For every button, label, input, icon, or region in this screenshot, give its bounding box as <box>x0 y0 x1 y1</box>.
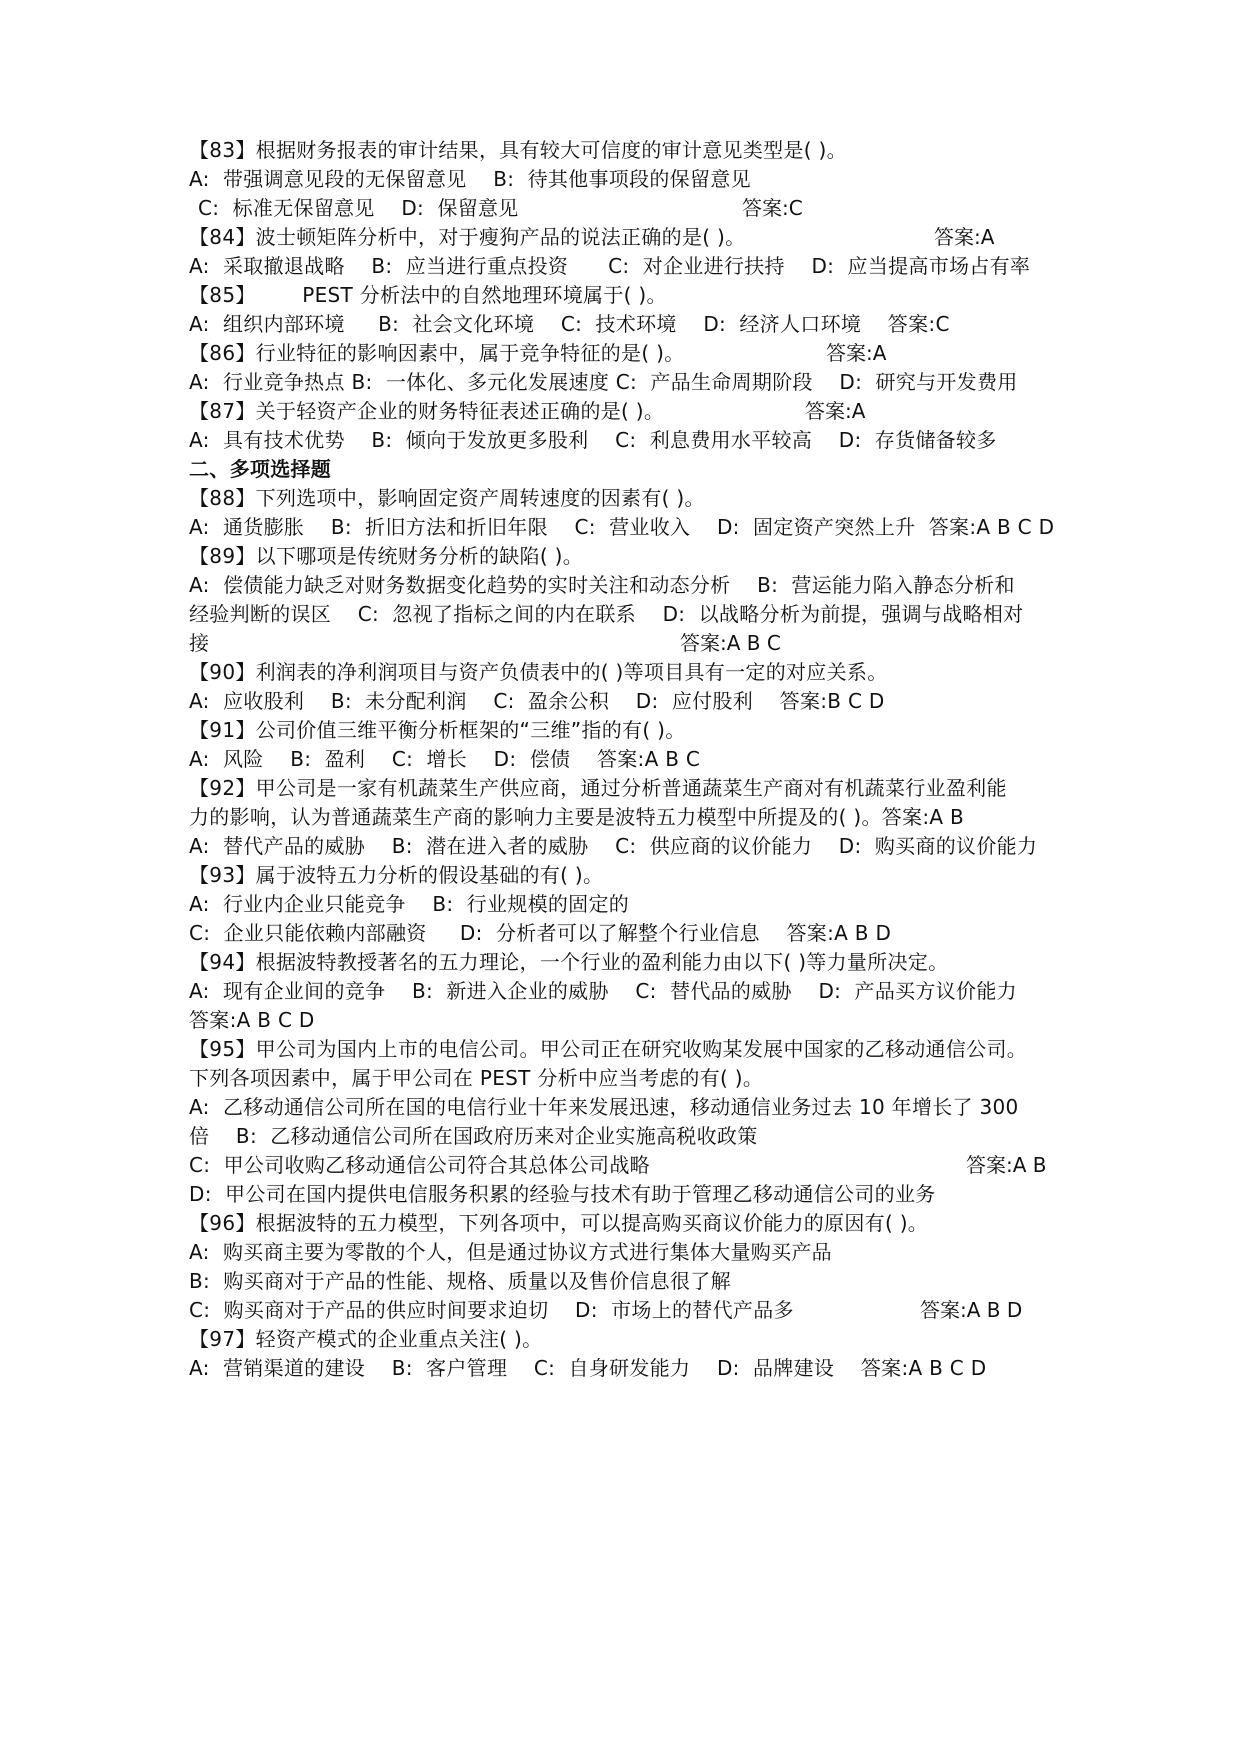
q88-options: A: 通货膨胀 B: 折旧方法和折旧年限 C: 营业收入 D: 固定资产突然上升 答案:A B C D <box>189 515 1055 539</box>
q86-options: A: 行业竞争热点 B: 一体化、多元化发展速度 C: 产品生命周期阶段 D: 研究与开发费用 <box>189 370 1018 394</box>
q84-options: A: 采取撤退战略 B: 应当进行重点投资 C: 对企业进行扶持 D: 应当提高市场占有率 <box>189 254 1031 278</box>
q96-answer: 答案:A B D <box>920 1298 1023 1322</box>
q92-options: A: 替代产品的威胁 B: 潜在进入者的威胁 C: 供应商的议价能力 D: 购买商的议价能力 <box>189 834 1038 858</box>
q96-stem: 【96】根据波特的五力模型，下列各项中，可以提高购买商议价能力的原因有( )。 <box>189 1211 929 1235</box>
q89-stem: 【89】以下哪项是传统财务分析的缺陷( )。 <box>189 544 584 568</box>
q95-option-d: D: 甲公司在国内提供电信服务积累的经验与技术有助于管理乙移动通信公司的业务 <box>189 1182 936 1206</box>
q92-stem-line1: 【92】甲公司是一家有机蔬菜生产供应商，通过分析普通蔬菜生产商对有机蔬菜行业盈利能 <box>189 776 1007 800</box>
q93-options-ab: A: 行业内企业只能竞争 B: 行业规模的固定的 <box>189 892 630 916</box>
q85-stem: 【85】 PEST 分析法中的自然地理环境属于( )。 <box>189 283 667 307</box>
q95-stem-line1: 【95】甲公司为国内上市的电信公司。甲公司正在研究收购某发展中国家的乙移动通信公司。 <box>189 1037 1028 1061</box>
q83-options-ab: A: 带强调意见段的无保留意见 B: 待其他事项段的保留意见 <box>189 167 751 191</box>
q96-option-a: A: 购买商主要为零散的个人，但是通过协议方式进行集体大量购买产品 <box>189 1240 832 1264</box>
q95-option-a-line2: 倍 B: 乙移动通信公司所在国政府历来对企业实施高税收政策 <box>189 1124 758 1148</box>
q95-option-a-line1: A: 乙移动通信公司所在国的电信行业十年来发展迅速，移动通信业务过去 10 年增长了 300 <box>189 1095 1019 1119</box>
q86-stem: 【86】行业特征的影响因素中，属于竞争特征的是( )。 <box>189 341 685 365</box>
q89-answer: 答案:A B C <box>680 631 781 655</box>
q85-options: A: 组织内部环境 B: 社会文化环境 C: 技术环境 D: 经济人口环境 答案:C <box>189 312 950 336</box>
q87-stem: 【87】关于轻资产企业的财务特征表述正确的是( )。 <box>189 399 665 423</box>
q91-stem: 【91】公司价值三维平衡分析框架的“三维”指的有( )。 <box>189 718 686 742</box>
q94-answer: 答案:A B C D <box>189 1008 315 1032</box>
q95-option-c: C: 甲公司收购乙移动通信公司符合其总体公司战略 <box>189 1153 650 1177</box>
q90-options: A: 应收股利 B: 未分配利润 C: 盈余公积 D: 应付股利 答案:B C D <box>189 689 885 713</box>
q84-stem: 【84】波士顿矩阵分析中，对于瘦狗产品的说法正确的是( )。 <box>189 225 746 249</box>
q89-options-line2: 经验判断的误区 C: 忽视了指标之间的内在联系 D: 以战略分析为前提，强调与战略相对 <box>189 602 1024 626</box>
q94-options: A: 现有企业间的竞争 B: 新进入企业的威胁 C: 替代品的威胁 D: 产品买方议价能力 <box>189 979 1017 1003</box>
q86-answer: 答案:A <box>826 341 887 365</box>
q97-stem: 【97】轻资产模式的企业重点关注( )。 <box>189 1327 543 1351</box>
q96-option-b: B: 购买商对于产品的性能、规格、质量以及售价信息很了解 <box>189 1269 731 1293</box>
q87-options: A: 具有技术优势 B: 倾向于发放更多股利 C: 利息费用水平较高 D: 存货储备较多 <box>189 428 997 452</box>
q95-stem-line2: 下列各项因素中，属于甲公司在 PEST 分析中应当考虑的有( )。 <box>189 1066 764 1090</box>
q96-options-cd: C: 购买商对于产品的供应时间要求迫切 D: 市场上的替代产品多 <box>189 1298 794 1322</box>
q88-stem: 【88】下列选项中，影响固定资产周转速度的因素有( )。 <box>189 486 705 510</box>
q83-stem: 【83】根据财务报表的审计结果，具有较大可信度的审计意见类型是( )。 <box>189 138 847 162</box>
q91-options: A: 风险 B: 盈利 C: 增长 D: 偿债 答案:A B C <box>189 747 701 771</box>
q83-answer: 答案:C <box>742 196 803 220</box>
section-title: 二、多项选择题 <box>189 457 332 481</box>
q95-answer: 答案:A B <box>966 1153 1047 1177</box>
q87-answer: 答案:A <box>805 399 866 423</box>
q97-options: A: 营销渠道的建设 B: 客户管理 C: 自身研发能力 D: 品牌建设 答案:A B C D <box>189 1356 987 1380</box>
q89-options-line3: 接 <box>189 631 210 655</box>
q92-stem-line2: 力的影响，认为普通蔬菜生产商的影响力主要是波特五力模型中所提及的( )。答案:A B <box>189 805 965 829</box>
q83-options-cd: C: 标准无保留意见 D: 保留意见 <box>198 196 519 220</box>
q93-stem: 【93】属于波特五力分析的假设基础的有( )。 <box>189 863 604 887</box>
q93-options-cd: C: 企业只能依赖内部融资 D: 分析者可以了解整个行业信息 答案:A B D <box>189 921 892 945</box>
q84-answer: 答案:A <box>934 225 995 249</box>
q89-options-line1: A: 偿债能力缺乏对财务数据变化趋势的实时关注和动态分析 B: 营运能力陷入静态分析和 <box>189 573 1015 597</box>
q94-stem: 【94】根据波特教授著名的五力理论，一个行业的盈利能力由以下( )等力量所决定。 <box>189 950 949 974</box>
q90-stem: 【90】利润表的净利润项目与资产负债表中的( )等项目具有一定的对应关系。 <box>189 660 888 684</box>
